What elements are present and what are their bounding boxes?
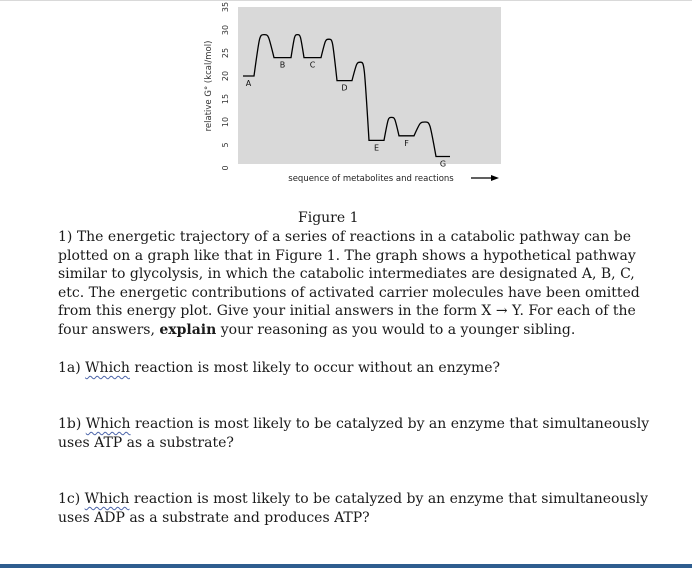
y-tick-label: 5: [221, 142, 230, 148]
intermediate-label: F: [404, 138, 409, 148]
question-number: 1b): [58, 416, 86, 432]
y-tick-label: 15: [221, 93, 230, 105]
question-1a: [58, 359, 658, 378]
question-text: reaction is most likely to be catalyzed by an enzyme that simultaneously uses ADP as a substrate and produces ATP?: [58, 491, 649, 526]
intermediate-label: B: [279, 60, 286, 70]
y-axis-label: relative G° (kcal/mol): [204, 40, 214, 132]
x-axis-arrow: [471, 175, 499, 181]
y-tick-label: 30: [221, 24, 230, 36]
intermediate-label: G: [439, 159, 447, 169]
intro-bold: explain: [159, 321, 217, 338]
y-tick-label: 35: [221, 1, 230, 13]
question-text: reaction is most likely to occur without an enzyme?: [129, 360, 501, 376]
question-word: Which: [85, 360, 130, 376]
question-1b: [58, 415, 658, 453]
intro-text: 1) The energetic trajectory of a series of reactions in a catabolic pathway can be plotted on a graph like that in Figure 1. The graph shows a hypothetical pathway similar to glycolysis, in which the catabolic intermediates are designated A, B, C, etc. The energetic contributions of activated carrier molecules have been omitted from this energy plot. Give your initial answers in the form X → Y. For each of the four answers,: [58, 229, 640, 338]
question-number: 1c): [58, 491, 85, 507]
y-tick-label: 20: [221, 70, 230, 82]
intro-text-end: your reasoning as you would to a younger sibling.: [216, 321, 576, 338]
x-axis-label: sequence of metabolites and reactions: [288, 174, 454, 184]
y-tick-label: 0: [221, 165, 230, 171]
y-tick-label: 25: [221, 47, 230, 59]
question-word: Which: [84, 491, 130, 507]
question-word: Which: [85, 416, 131, 432]
intermediate-label: C: [309, 60, 316, 70]
bottom-border: [0, 564, 692, 568]
energy-diagram: [0, 0, 692, 210]
y-tick-label: 10: [221, 116, 230, 128]
question-text: reaction is most likely to be catalyzed by an enzyme that simultaneously uses ATP as a substrate?: [58, 416, 650, 451]
figure-caption: Figure 1: [298, 210, 359, 226]
question-number: 1a): [58, 360, 86, 376]
intermediate-label: A: [245, 79, 252, 88]
question-1c: [58, 490, 658, 528]
intermediate-label: D: [341, 83, 348, 93]
intro-paragraph: [58, 228, 643, 340]
intermediate-label: E: [373, 143, 380, 153]
